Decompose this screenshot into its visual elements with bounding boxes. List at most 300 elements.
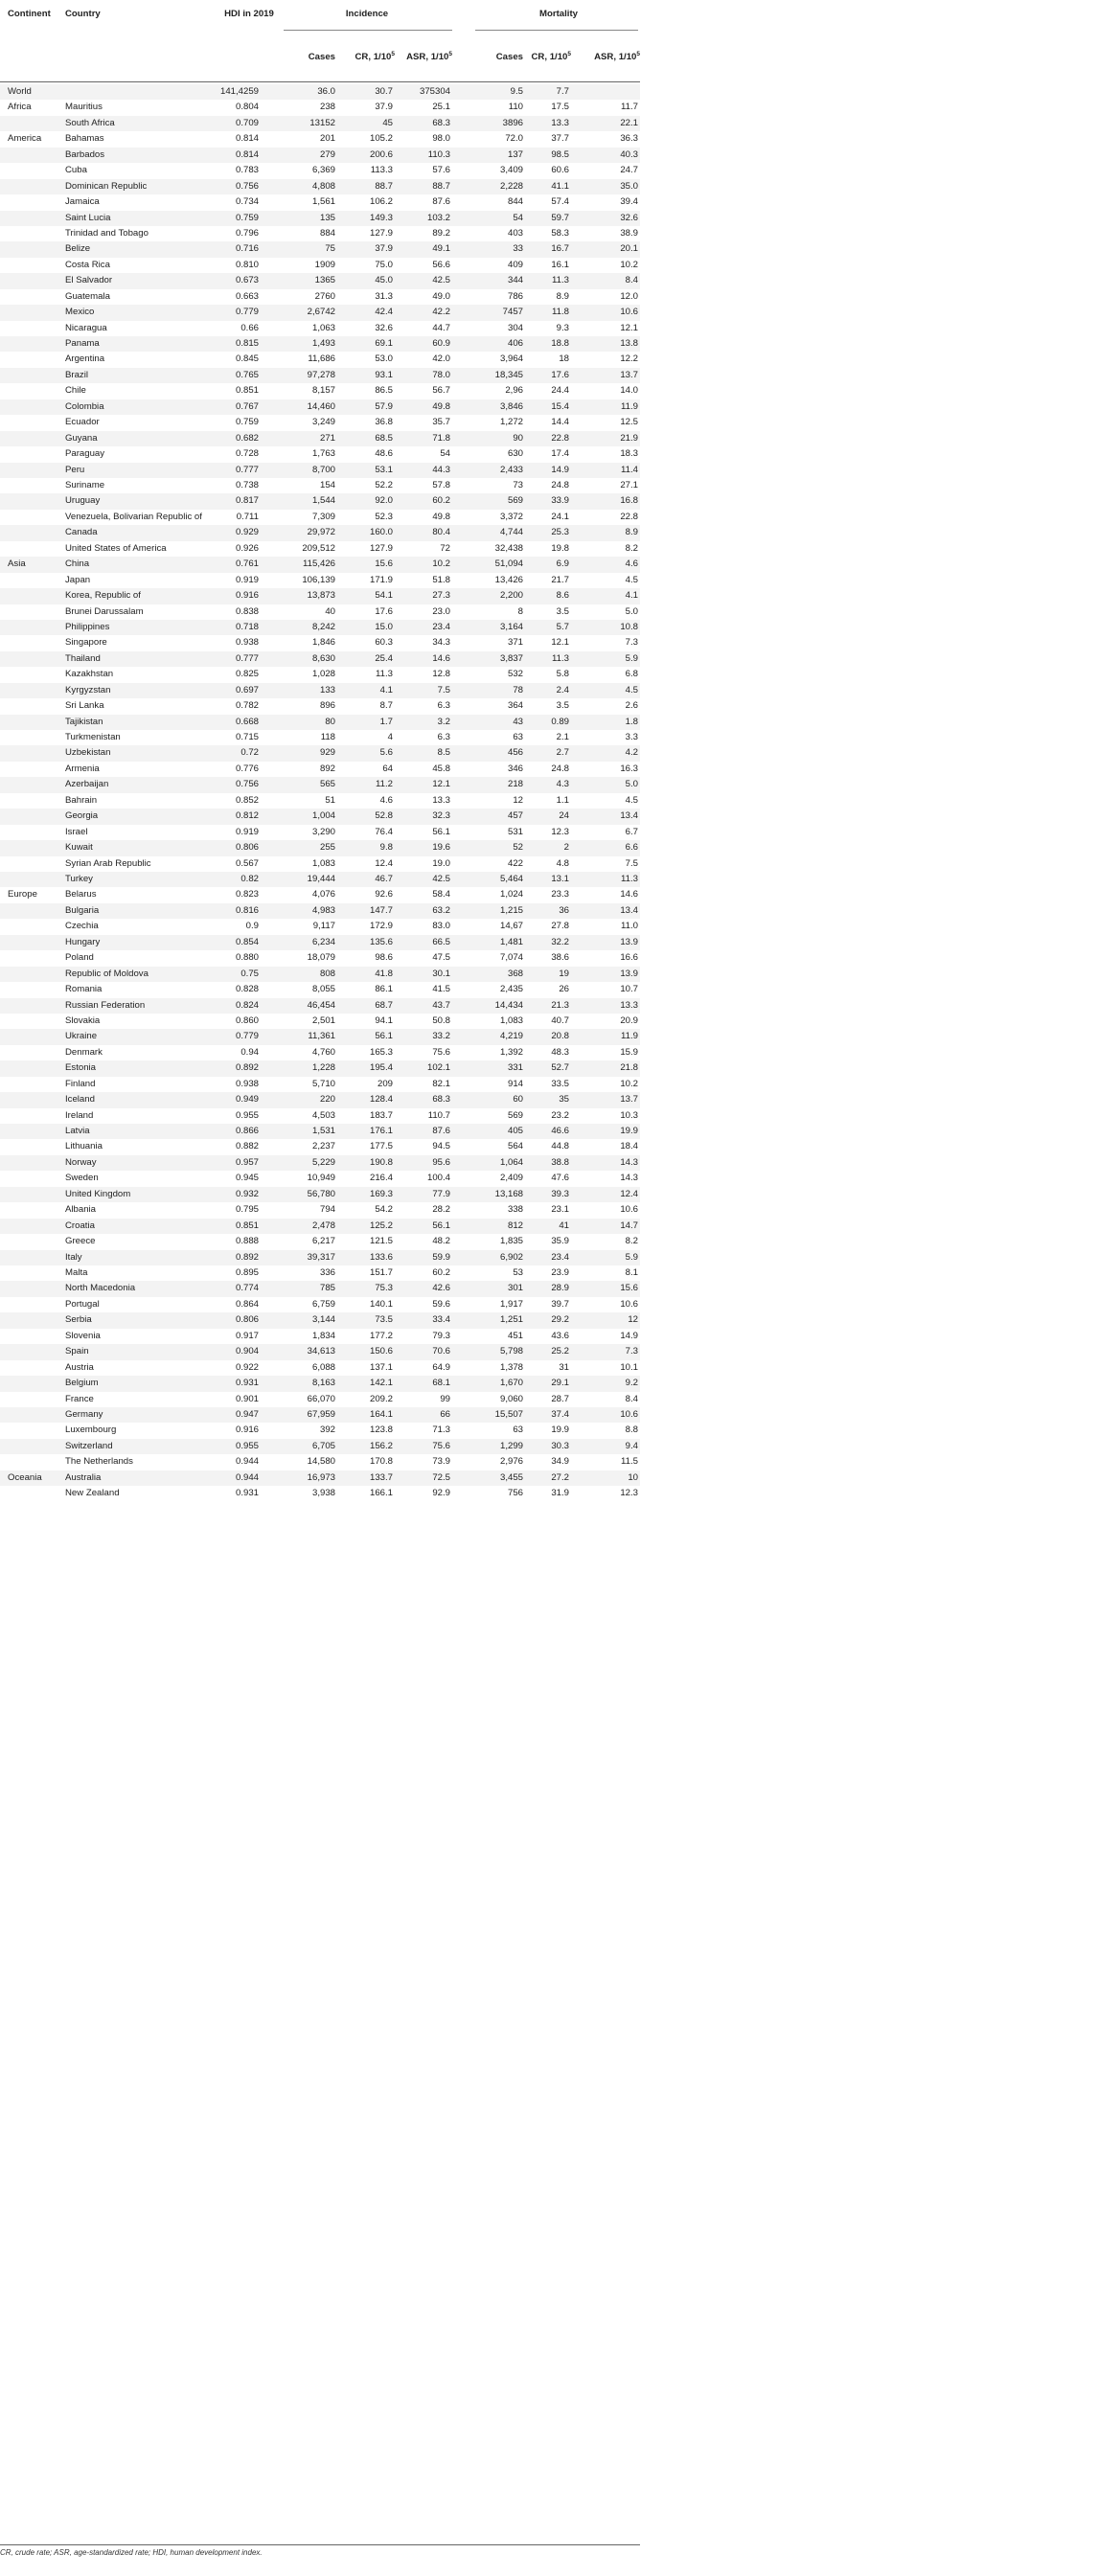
cell-mortality-cr: 59.7 <box>551 212 569 223</box>
table-row <box>0 635 640 650</box>
cell-incidence-cr: 160.0 <box>369 527 393 538</box>
cell-country: Luxembourg <box>65 1425 117 1436</box>
cell-mortality-cases: 3,164 <box>499 621 523 632</box>
cell-mortality-asr: 12 <box>628 1314 638 1326</box>
cell-mortality-cr: 5.7 <box>556 621 569 632</box>
cell-incidence-asr: 66 <box>440 1408 450 1420</box>
cell-incidence-cases: 106,139 <box>302 574 335 585</box>
table-row <box>0 1376 640 1391</box>
cell-incidence-cases: 255 <box>319 842 335 854</box>
cell-mortality-asr: 13.7 <box>620 1094 638 1106</box>
cell-incidence-cr: 150.6 <box>369 1346 393 1357</box>
cell-mortality-asr: 8.1 <box>625 1267 638 1278</box>
cell-hdi: 0.851 <box>235 1220 259 1231</box>
cell-incidence-asr: 99 <box>440 1393 450 1404</box>
cell-incidence-cases: 892 <box>319 763 335 774</box>
cell-incidence-cases: 75 <box>325 243 335 255</box>
cell-hdi: 0.728 <box>235 448 259 460</box>
cell-mortality-asr: 15.6 <box>620 1283 638 1294</box>
cell-mortality-asr: 13.4 <box>620 904 638 916</box>
cell-mortality-cases: 63 <box>513 732 523 743</box>
cell-incidence-cr: 128.4 <box>369 1094 393 1106</box>
cell-mortality-cr: 28.7 <box>551 1393 569 1404</box>
cell-mortality-asr: 22.8 <box>620 511 638 522</box>
cell-hdi: 0.94 <box>240 1046 259 1058</box>
cell-country: Venezuela, Bolivarian Republic of <box>65 511 202 522</box>
cell-incidence-asr: 82.1 <box>432 1078 450 1089</box>
cell-country: Bahrain <box>65 794 98 806</box>
cell-incidence-asr: 72 <box>440 542 450 554</box>
cell-mortality-asr: 7.3 <box>625 637 638 649</box>
cell-hdi: 0.795 <box>235 1204 259 1216</box>
cell-incidence-cr: 45.0 <box>375 275 393 286</box>
cell-incidence-cases: 118 <box>320 732 335 743</box>
header-mortality-asr: ASR, $1/10^5$ <box>594 50 640 62</box>
cell-incidence-cases: 238 <box>319 102 335 113</box>
cell-incidence-asr: 60.9 <box>432 338 450 350</box>
cell-incidence-asr: 41.5 <box>432 984 450 995</box>
header-country: Country <box>65 9 101 19</box>
cell-incidence-cases: 8,242 <box>311 621 335 632</box>
cell-incidence-asr: 12.8 <box>432 669 450 680</box>
cell-incidence-cases: 8,630 <box>311 652 335 664</box>
cell-incidence-cr: 68.7 <box>375 999 393 1011</box>
cell-incidence-cr: 75.3 <box>375 1283 393 1294</box>
cell-mortality-asr: 5.0 <box>625 605 638 617</box>
cell-country: Nicaragua <box>65 322 107 333</box>
cell-incidence-cr: 209 <box>377 1078 393 1089</box>
cell-incidence-cr: 127.9 <box>369 227 393 239</box>
cell-incidence-asr: 94.5 <box>432 1141 450 1152</box>
table-row <box>0 557 640 572</box>
cell-hdi: 0.957 <box>235 1156 259 1168</box>
cell-hdi: 0.882 <box>235 1141 259 1152</box>
cell-hdi: 0.734 <box>235 196 259 208</box>
table-row <box>0 258 640 273</box>
cell-incidence-cases: 1,028 <box>311 669 335 680</box>
cell-mortality-cr: 21.3 <box>551 999 569 1011</box>
cell-incidence-cases: 5,229 <box>311 1156 335 1168</box>
cell-mortality-asr: 32.6 <box>620 212 638 223</box>
cell-mortality-asr: 14.0 <box>620 385 638 397</box>
cell-hdi: 0.880 <box>235 952 259 964</box>
cell-mortality-cases: 1,272 <box>499 417 523 428</box>
cell-country: Albania <box>65 1204 97 1216</box>
cell-mortality-asr: 13.9 <box>620 936 638 947</box>
cell-country: Belize <box>65 243 91 255</box>
cell-incidence-cases: 4,076 <box>311 889 335 900</box>
cell-incidence-asr: 13.3 <box>432 794 450 806</box>
cell-hdi: 0.765 <box>235 369 259 380</box>
cell-incidence-cr: 64 <box>382 763 393 774</box>
cell-country: The Netherlands <box>65 1456 133 1468</box>
cell-mortality-cr: 0.89 <box>551 716 569 727</box>
cell-hdi: 0.825 <box>235 669 259 680</box>
cell-country: Uruguay <box>65 495 101 507</box>
cell-incidence-cases: 271 <box>319 432 335 444</box>
cell-mortality-asr: 10.7 <box>620 984 638 995</box>
cell-incidence-asr: 75.6 <box>432 1046 450 1058</box>
cell-mortality-asr: 10.6 <box>620 1408 638 1420</box>
header-bottom-rule <box>0 81 640 82</box>
cell-incidence-cases: 336 <box>319 1267 335 1278</box>
cell-mortality-cases: 4,744 <box>499 527 523 538</box>
cell-mortality-asr: 12.1 <box>620 322 638 333</box>
cell-mortality-cases: 18,345 <box>494 369 523 380</box>
table-row <box>0 1060 640 1076</box>
cell-mortality-asr: 8.8 <box>625 1425 638 1436</box>
cell-incidence-cr: 76.4 <box>375 826 393 837</box>
table-row <box>0 698 640 714</box>
cell-continent: Africa <box>8 102 32 113</box>
cell-hdi: 0.759 <box>235 417 259 428</box>
cell-incidence-cr: 73.5 <box>375 1314 393 1326</box>
table-row <box>0 1329 640 1344</box>
cell-country: Kyrgyzstan <box>65 684 111 695</box>
cell-hdi: 0.917 <box>235 1330 259 1341</box>
cell-mortality-asr: 10.6 <box>620 307 638 318</box>
cell-mortality-cr: 23.9 <box>551 1267 569 1278</box>
cell-incidence-cr: 169.3 <box>369 1188 393 1199</box>
cell-mortality-asr: 5.9 <box>625 1251 638 1263</box>
cell-mortality-cr: 3.5 <box>556 605 569 617</box>
cell-mortality-cases: 844 <box>507 196 523 208</box>
cell-country: Malta <box>65 1267 88 1278</box>
cell-incidence-cr: 75.0 <box>375 259 393 270</box>
cell-incidence-cases: 1,763 <box>311 448 335 460</box>
cell-hdi: 0.945 <box>235 1173 259 1184</box>
cell-incidence-cases: 13152 <box>309 117 335 128</box>
cell-hdi: 0.931 <box>235 1378 259 1389</box>
cell-incidence-cases: 39,317 <box>307 1251 335 1263</box>
cell-incidence-cases: 4,760 <box>311 1046 335 1058</box>
cell-incidence-cases: 2,478 <box>311 1220 335 1231</box>
cell-country: Ireland <box>65 1109 94 1121</box>
cell-incidence-asr: 58.4 <box>432 889 450 900</box>
cell-mortality-cr: 41 <box>559 1220 569 1231</box>
cell-country: United States of America <box>65 542 167 554</box>
cell-incidence-asr: 3.2 <box>437 716 450 727</box>
table-row <box>0 163 640 178</box>
cell-mortality-cr: 46.6 <box>551 1126 569 1137</box>
cell-mortality-cr: 47.6 <box>551 1173 569 1184</box>
cell-incidence-cr: 41.8 <box>375 968 393 979</box>
cell-mortality-asr: 8.4 <box>625 275 638 286</box>
cell-incidence-cr: 45 <box>382 117 393 128</box>
cell-incidence-cr: 37.9 <box>375 102 393 113</box>
cell-mortality-cases: 564 <box>507 1141 523 1152</box>
cell-hdi: 0.711 <box>236 511 259 522</box>
table-row <box>0 1265 640 1281</box>
cell-incidence-cr: 53.0 <box>375 353 393 365</box>
cell-incidence-cases: 29,972 <box>307 527 335 538</box>
cell-incidence-cr: 133.7 <box>369 1471 393 1483</box>
table-row <box>0 289 640 305</box>
cell-incidence-asr: 23.0 <box>432 605 450 617</box>
table-row <box>0 399 640 415</box>
cell-incidence-cr: 106.2 <box>369 196 393 208</box>
cell-incidence-cr: 48.6 <box>375 448 393 460</box>
cell-hdi: 0.777 <box>235 464 259 475</box>
cell-country: Slovenia <box>65 1330 101 1341</box>
header-incidence-cr: CR, $1/10^5$ <box>355 50 395 62</box>
table-row <box>0 903 640 919</box>
cell-mortality-cr: 14.4 <box>551 417 569 428</box>
cell-country: Slovakia <box>65 1014 101 1026</box>
cell-mortality-asr: 39.4 <box>620 196 638 208</box>
cell-mortality-asr: 27.1 <box>620 480 638 490</box>
cell-incidence-cases: 209,512 <box>302 542 335 554</box>
table-row <box>0 573 640 588</box>
cell-mortality-asr: 22.1 <box>620 117 638 128</box>
table-row <box>0 1486 640 1501</box>
cell-incidence-asr: 59.9 <box>432 1251 450 1263</box>
cell-incidence-asr: 33.2 <box>432 1031 450 1042</box>
cell-incidence-asr: 44.7 <box>432 322 450 333</box>
cell-incidence-asr: 56.6 <box>432 259 450 270</box>
cell-mortality-cr: 7.7 <box>556 86 569 97</box>
cell-mortality-cases: 33 <box>513 243 523 255</box>
cell-hdi: 0.682 <box>235 432 259 444</box>
cell-incidence-cr: 123.8 <box>369 1425 393 1436</box>
table-row <box>0 745 640 761</box>
cell-mortality-asr: 20.1 <box>620 243 638 255</box>
cell-mortality-cases: 3,846 <box>499 400 523 412</box>
table-row <box>0 1092 640 1107</box>
cell-incidence-asr: 19.0 <box>432 857 450 869</box>
cell-mortality-cr: 24 <box>559 810 569 822</box>
cell-incidence-cr: 177.2 <box>369 1330 393 1341</box>
cell-incidence-asr: 57.8 <box>432 480 450 490</box>
cell-mortality-cases: 569 <box>507 495 523 507</box>
cell-hdi: 0.816 <box>235 904 259 916</box>
cell-country: Estonia <box>65 1062 96 1074</box>
cell-mortality-cases: 54 <box>513 212 523 223</box>
cell-incidence-cases: 1909 <box>314 259 335 270</box>
cell-incidence-asr: 42.5 <box>432 874 450 884</box>
cell-mortality-cases: 409 <box>507 259 523 270</box>
cell-incidence-cr: 94.1 <box>375 1014 393 1026</box>
table-row <box>0 651 640 667</box>
table-row <box>0 809 640 824</box>
cell-mortality-asr: 11.9 <box>621 1031 638 1042</box>
cell-country: North Macedonia <box>65 1283 136 1294</box>
table-row <box>0 1407 640 1423</box>
cell-incidence-cases: 5,710 <box>311 1078 335 1089</box>
cell-mortality-asr: 18.4 <box>620 1141 638 1152</box>
table-row <box>0 1234 640 1249</box>
cell-incidence-cr: 86.1 <box>375 984 393 995</box>
table-row <box>0 777 640 792</box>
cell-mortality-cases: 9.5 <box>510 86 523 97</box>
cell-incidence-cases: 1,834 <box>311 1330 335 1341</box>
cell-hdi: 0.888 <box>235 1236 259 1247</box>
cell-incidence-asr: 23.4 <box>432 621 450 632</box>
cell-country: Poland <box>65 952 94 964</box>
cell-incidence-asr: 35.7 <box>432 417 450 428</box>
cell-continent: Europe <box>8 889 37 900</box>
cell-mortality-cr: 41.1 <box>551 180 569 192</box>
cell-country: Iceland <box>65 1094 95 1106</box>
cell-mortality-cases: 3896 <box>502 117 523 128</box>
cell-mortality-cases: 2,433 <box>499 464 523 475</box>
cell-hdi: 0.919 <box>235 574 259 585</box>
cell-incidence-cases: 785 <box>319 1283 335 1294</box>
cell-hdi: 0.815 <box>235 338 259 350</box>
cell-mortality-cr: 38.8 <box>551 1156 569 1168</box>
cell-incidence-cases: 3,249 <box>311 417 335 428</box>
cell-incidence-cr: 15.0 <box>375 621 393 632</box>
cell-mortality-cases: 403 <box>507 227 523 239</box>
cell-mortality-asr: 10.2 <box>620 259 638 270</box>
cell-mortality-cases: 52 <box>513 842 523 854</box>
cell-incidence-asr: 49.0 <box>432 290 450 302</box>
cell-country: Colombia <box>65 400 104 412</box>
cell-hdi: 0.796 <box>235 227 259 239</box>
cell-incidence-cases: 46,454 <box>307 999 335 1011</box>
cell-mortality-cases: 32,438 <box>494 542 523 554</box>
cell-mortality-cr: 31.9 <box>551 1488 569 1499</box>
cell-incidence-cases: 10,949 <box>307 1173 335 1184</box>
cell-mortality-cr: 4.3 <box>556 779 569 790</box>
cell-country: Czechia <box>65 921 99 932</box>
cell-country: Kazakhstan <box>65 669 114 680</box>
cell-incidence-asr: 33.4 <box>432 1314 450 1326</box>
cell-incidence-cases: 6,088 <box>311 1361 335 1373</box>
cell-incidence-cases: 794 <box>319 1204 335 1216</box>
cell-country: Germany <box>65 1408 103 1420</box>
cell-incidence-cr: 56.1 <box>375 1031 393 1042</box>
cell-mortality-asr: 4.5 <box>625 684 638 695</box>
table-row <box>0 415 640 430</box>
cell-mortality-cr: 11.8 <box>552 307 569 318</box>
cell-country: Ecuador <box>65 417 100 428</box>
cell-incidence-asr: 19.6 <box>432 842 450 854</box>
cell-mortality-cases: 3,837 <box>499 652 523 664</box>
cell-mortality-cases: 422 <box>507 857 523 869</box>
cell-incidence-asr: 50.8 <box>432 1014 450 1026</box>
table-row <box>0 211 640 226</box>
cell-mortality-cases: 2,228 <box>499 180 523 192</box>
table-footnote: CR, crude rate; ASR, age-standardized rate; HDI, human development index. <box>0 2548 263 2557</box>
cell-incidence-asr: 28.2 <box>432 1204 450 1216</box>
cell-hdi: 0.738 <box>235 480 259 490</box>
cell-mortality-cr: 57.4 <box>551 196 569 208</box>
cell-incidence-asr: 92.9 <box>432 1488 450 1499</box>
cell-country: Saint Lucia <box>65 212 111 223</box>
cell-mortality-cr: 17.6 <box>551 369 569 380</box>
cell-incidence-asr: 60.2 <box>432 495 450 507</box>
cell-incidence-cr: 32.6 <box>375 322 393 333</box>
cell-mortality-cases: 13,168 <box>494 1188 523 1199</box>
cell-mortality-cr: 2.7 <box>556 747 569 759</box>
cell-mortality-asr: 3.3 <box>625 732 638 743</box>
cell-mortality-cr: 43.6 <box>551 1330 569 1341</box>
table-bottom-rule <box>0 2544 640 2545</box>
cell-country: Mexico <box>65 307 95 318</box>
cell-incidence-cases: 18,079 <box>307 952 335 964</box>
cell-mortality-asr: 12.0 <box>620 290 638 302</box>
cell-mortality-cr: 20.8 <box>551 1031 569 1042</box>
cell-incidence-asr: 68.3 <box>432 117 450 128</box>
cell-country: Thailand <box>65 652 101 664</box>
cell-country: Norway <box>65 1156 97 1168</box>
cell-incidence-cases: 884 <box>319 227 335 239</box>
cell-country: Spain <box>65 1346 89 1357</box>
cell-country: Syrian Arab Republic <box>65 857 151 869</box>
table-row <box>0 100 640 115</box>
cell-mortality-cr: 98.5 <box>551 148 569 160</box>
cell-mortality-asr: 19.9 <box>620 1126 638 1137</box>
cell-mortality-asr: 11.7 <box>621 102 638 113</box>
cell-country: Latvia <box>65 1126 90 1137</box>
cell-incidence-cases: 1,531 <box>311 1126 335 1137</box>
cell-incidence-cases: 1,228 <box>311 1062 335 1074</box>
cell-incidence-asr: 54 <box>440 448 450 460</box>
cell-incidence-cases: 220 <box>319 1094 335 1106</box>
cell-mortality-cr: 39.3 <box>551 1188 569 1199</box>
cell-mortality-cr: 9.3 <box>556 322 569 333</box>
cell-incidence-cr: 37.9 <box>375 243 393 255</box>
table-row <box>0 1202 640 1218</box>
cell-incidence-cases: 7,309 <box>311 511 335 522</box>
cell-incidence-cases: 1,063 <box>311 322 335 333</box>
cell-country: Dominican Republic <box>65 180 148 192</box>
cell-mortality-asr: 5.0 <box>625 779 638 790</box>
cell-mortality-asr: 8.2 <box>625 1236 638 1247</box>
cell-hdi: 0.663 <box>235 290 259 302</box>
cell-country: Guatemala <box>65 290 110 302</box>
cell-country: Switzerland <box>65 1440 113 1451</box>
cell-mortality-cases: 301 <box>507 1283 523 1294</box>
cell-country: Serbia <box>65 1314 92 1326</box>
cell-mortality-cr: 23.4 <box>551 1251 569 1263</box>
table-row <box>0 1139 640 1154</box>
cell-incidence-cases: 67,959 <box>307 1408 335 1420</box>
cell-hdi: 0.9 <box>245 921 259 932</box>
cell-mortality-cases: 1,378 <box>499 1361 523 1373</box>
cell-mortality-cases: 2,200 <box>499 590 523 602</box>
cell-mortality-cases: 1,299 <box>499 1440 523 1451</box>
cell-mortality-asr: 21.8 <box>620 1062 638 1074</box>
cell-incidence-asr: 43.7 <box>432 999 450 1011</box>
cell-hdi: 0.567 <box>235 857 259 869</box>
table-row <box>0 352 640 367</box>
cell-mortality-cases: 3,372 <box>499 511 523 522</box>
cell-country: Hungary <box>65 936 101 947</box>
cell-mortality-asr: 6.7 <box>625 826 638 837</box>
cell-incidence-cases: 97,278 <box>307 369 335 380</box>
cell-country: Croatia <box>65 1220 95 1231</box>
cell-mortality-cases: 4,219 <box>499 1031 523 1042</box>
cell-incidence-asr: 103.2 <box>426 212 450 223</box>
cell-incidence-cr: 156.2 <box>369 1440 393 1451</box>
cell-mortality-cr: 58.3 <box>551 227 569 239</box>
cell-mortality-cr: 3.5 <box>556 700 569 712</box>
cell-incidence-cr: 140.1 <box>369 1298 393 1310</box>
header-mortality-cr: CR, $1/10^5$ <box>531 50 571 62</box>
cell-mortality-cr: 16.7 <box>551 243 569 255</box>
cell-incidence-cases: 4,808 <box>311 180 335 192</box>
cell-incidence-cases: 133 <box>319 684 335 695</box>
cell-incidence-cr: 113.3 <box>370 165 393 176</box>
cell-incidence-asr: 71.8 <box>432 432 450 444</box>
cell-incidence-cases: 392 <box>319 1425 335 1436</box>
cell-incidence-asr: 375304 <box>419 86 450 97</box>
cell-mortality-cr: 13.3 <box>551 117 569 128</box>
cell-mortality-cases: 338 <box>507 1204 523 1216</box>
cell-incidence-cr: 216.4 <box>369 1173 393 1184</box>
